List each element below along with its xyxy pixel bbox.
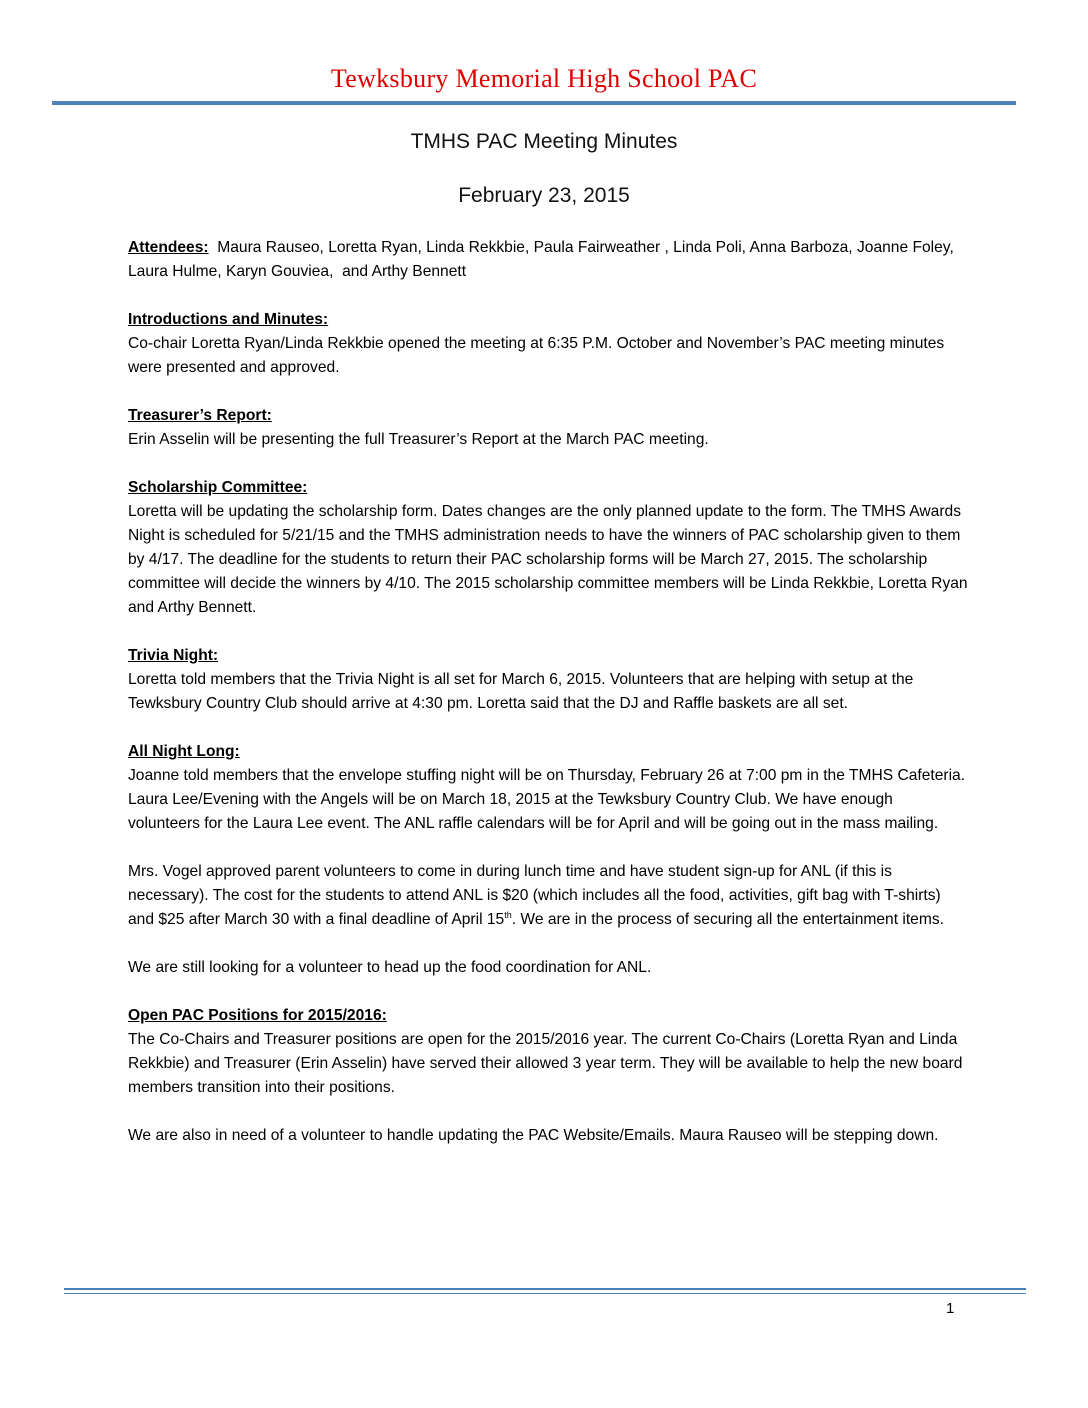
minutes-body <box>128 236 968 1172</box>
document-title: TMHS PAC Meeting Minutes <box>410 130 678 153</box>
all-night-long-heading: All Night Long: <box>128 743 240 760</box>
attendees-list: Maura Rauseo, Loretta Ryan, Linda Rekkbie, Paula Fairweather , Linda Poli, Anna Barboza, Joanne Foley, Laura Hulme, Karyn Gouviea, and Arthy Bennett <box>128 239 959 280</box>
anl-cost-text-end: . We are in the process of securing all the entertainment items. <box>511 911 944 928</box>
scholarship-heading: Scholarship Committee: <box>128 479 308 496</box>
open-positions-heading: Open PAC Positions for 2015/2016: <box>128 1007 387 1024</box>
scholarship-text: Loretta will be updating the scholarship form. Dates changes are the only planned update to the form. The TMHS Awards Night is scheduled for 5/21/15 and the TMHS administration needs to have the winners of PAC scholarship given to them by 4/17. The deadline for the students to return their PAC scholarship forms will be March 27, 2015. The scholarship committee will decide the winners by 4/10. The 2015 scholarship committee members will be Linda Rekkbie, Loretta Ryan and Arthy Bennett. <box>128 503 968 616</box>
ordinal-suffix: th <box>504 909 512 920</box>
treasurer-section <box>128 404 968 452</box>
treasurer-text: Erin Asselin will be presenting the full Treasurer’s Report at the March PAC meeting. <box>128 431 709 448</box>
introductions-text: Co-chair Loretta Ryan/Linda Rekkbie opened the meeting at 6:35 P.M. October and November’s PAC meeting minutes were presented and approved. <box>128 335 945 376</box>
introductions-heading: Introductions and Minutes: <box>128 311 329 328</box>
trivia-heading: Trivia Night: <box>128 647 219 664</box>
header-title: Tewksbury Memorial High School PAC <box>330 64 758 93</box>
treasurer-heading: Treasurer’s Report: <box>128 407 272 424</box>
trivia-text: Loretta told members that the Trivia Night is all set for March 6, 2015. Volunteers that are helping with setup at the Tewksbury Country Club should arrive at 4:30 pm. Loretta said that the DJ and Raffle baskets are all set. <box>128 671 914 712</box>
all-night-long-paragraph-1: Joanne told members that the envelope stuffing night will be on Thursday, February 26 at 7:00 pm in the TMHS Cafeteria. Laura Lee/Evening with the Angels will be on March 18, 2015 at the Tewksbury Country Club. We have enough volunteers for the Laura Lee event. The ANL raffle calendars will be for April and will be going out in the mass mailing. <box>128 767 966 832</box>
introductions-section <box>128 308 968 380</box>
all-night-long-paragraph-2 <box>128 860 968 932</box>
footer-divider <box>64 1288 1026 1294</box>
header-divider <box>52 101 1016 105</box>
anl-cost-text: Mrs. Vogel approved parent volunteers to come in during lunch time and have student sign-up for ANL (if this is necessary). The cost for the students to attend ANL is $20 (which includes all the food, activities, gift bag with T-shirts) and $25 after March 30 with a final deadline of April 15 <box>128 863 941 928</box>
attendees-paragraph <box>128 236 968 284</box>
attendees-heading: Attendees: <box>128 239 209 256</box>
page-number: 1 <box>946 1300 955 1317</box>
open-positions-paragraph-2: We are also in need of a volunteer to handle updating the PAC Website/Emails. Maura Rauseo will be stepping down. <box>128 1127 939 1144</box>
open-positions-paragraph-1: The Co-Chairs and Treasurer positions are open for the 2015/2016 year. The current Co-Chairs (Loretta Ryan and Linda Rekkbie) and Treasurer (Erin Asselin) have served their allowed 3 year term. They will be available to help the new board members transition into their positions. <box>128 1031 963 1096</box>
trivia-section <box>128 644 968 716</box>
all-night-long-section <box>128 740 968 980</box>
scholarship-section <box>128 476 968 620</box>
all-night-long-paragraph-3: We are still looking for a volunteer to head up the food coordination for ANL. <box>128 959 652 976</box>
document-date: February 23, 2015 <box>458 184 630 207</box>
open-positions-section <box>128 1004 968 1148</box>
attendees-section <box>128 236 968 284</box>
